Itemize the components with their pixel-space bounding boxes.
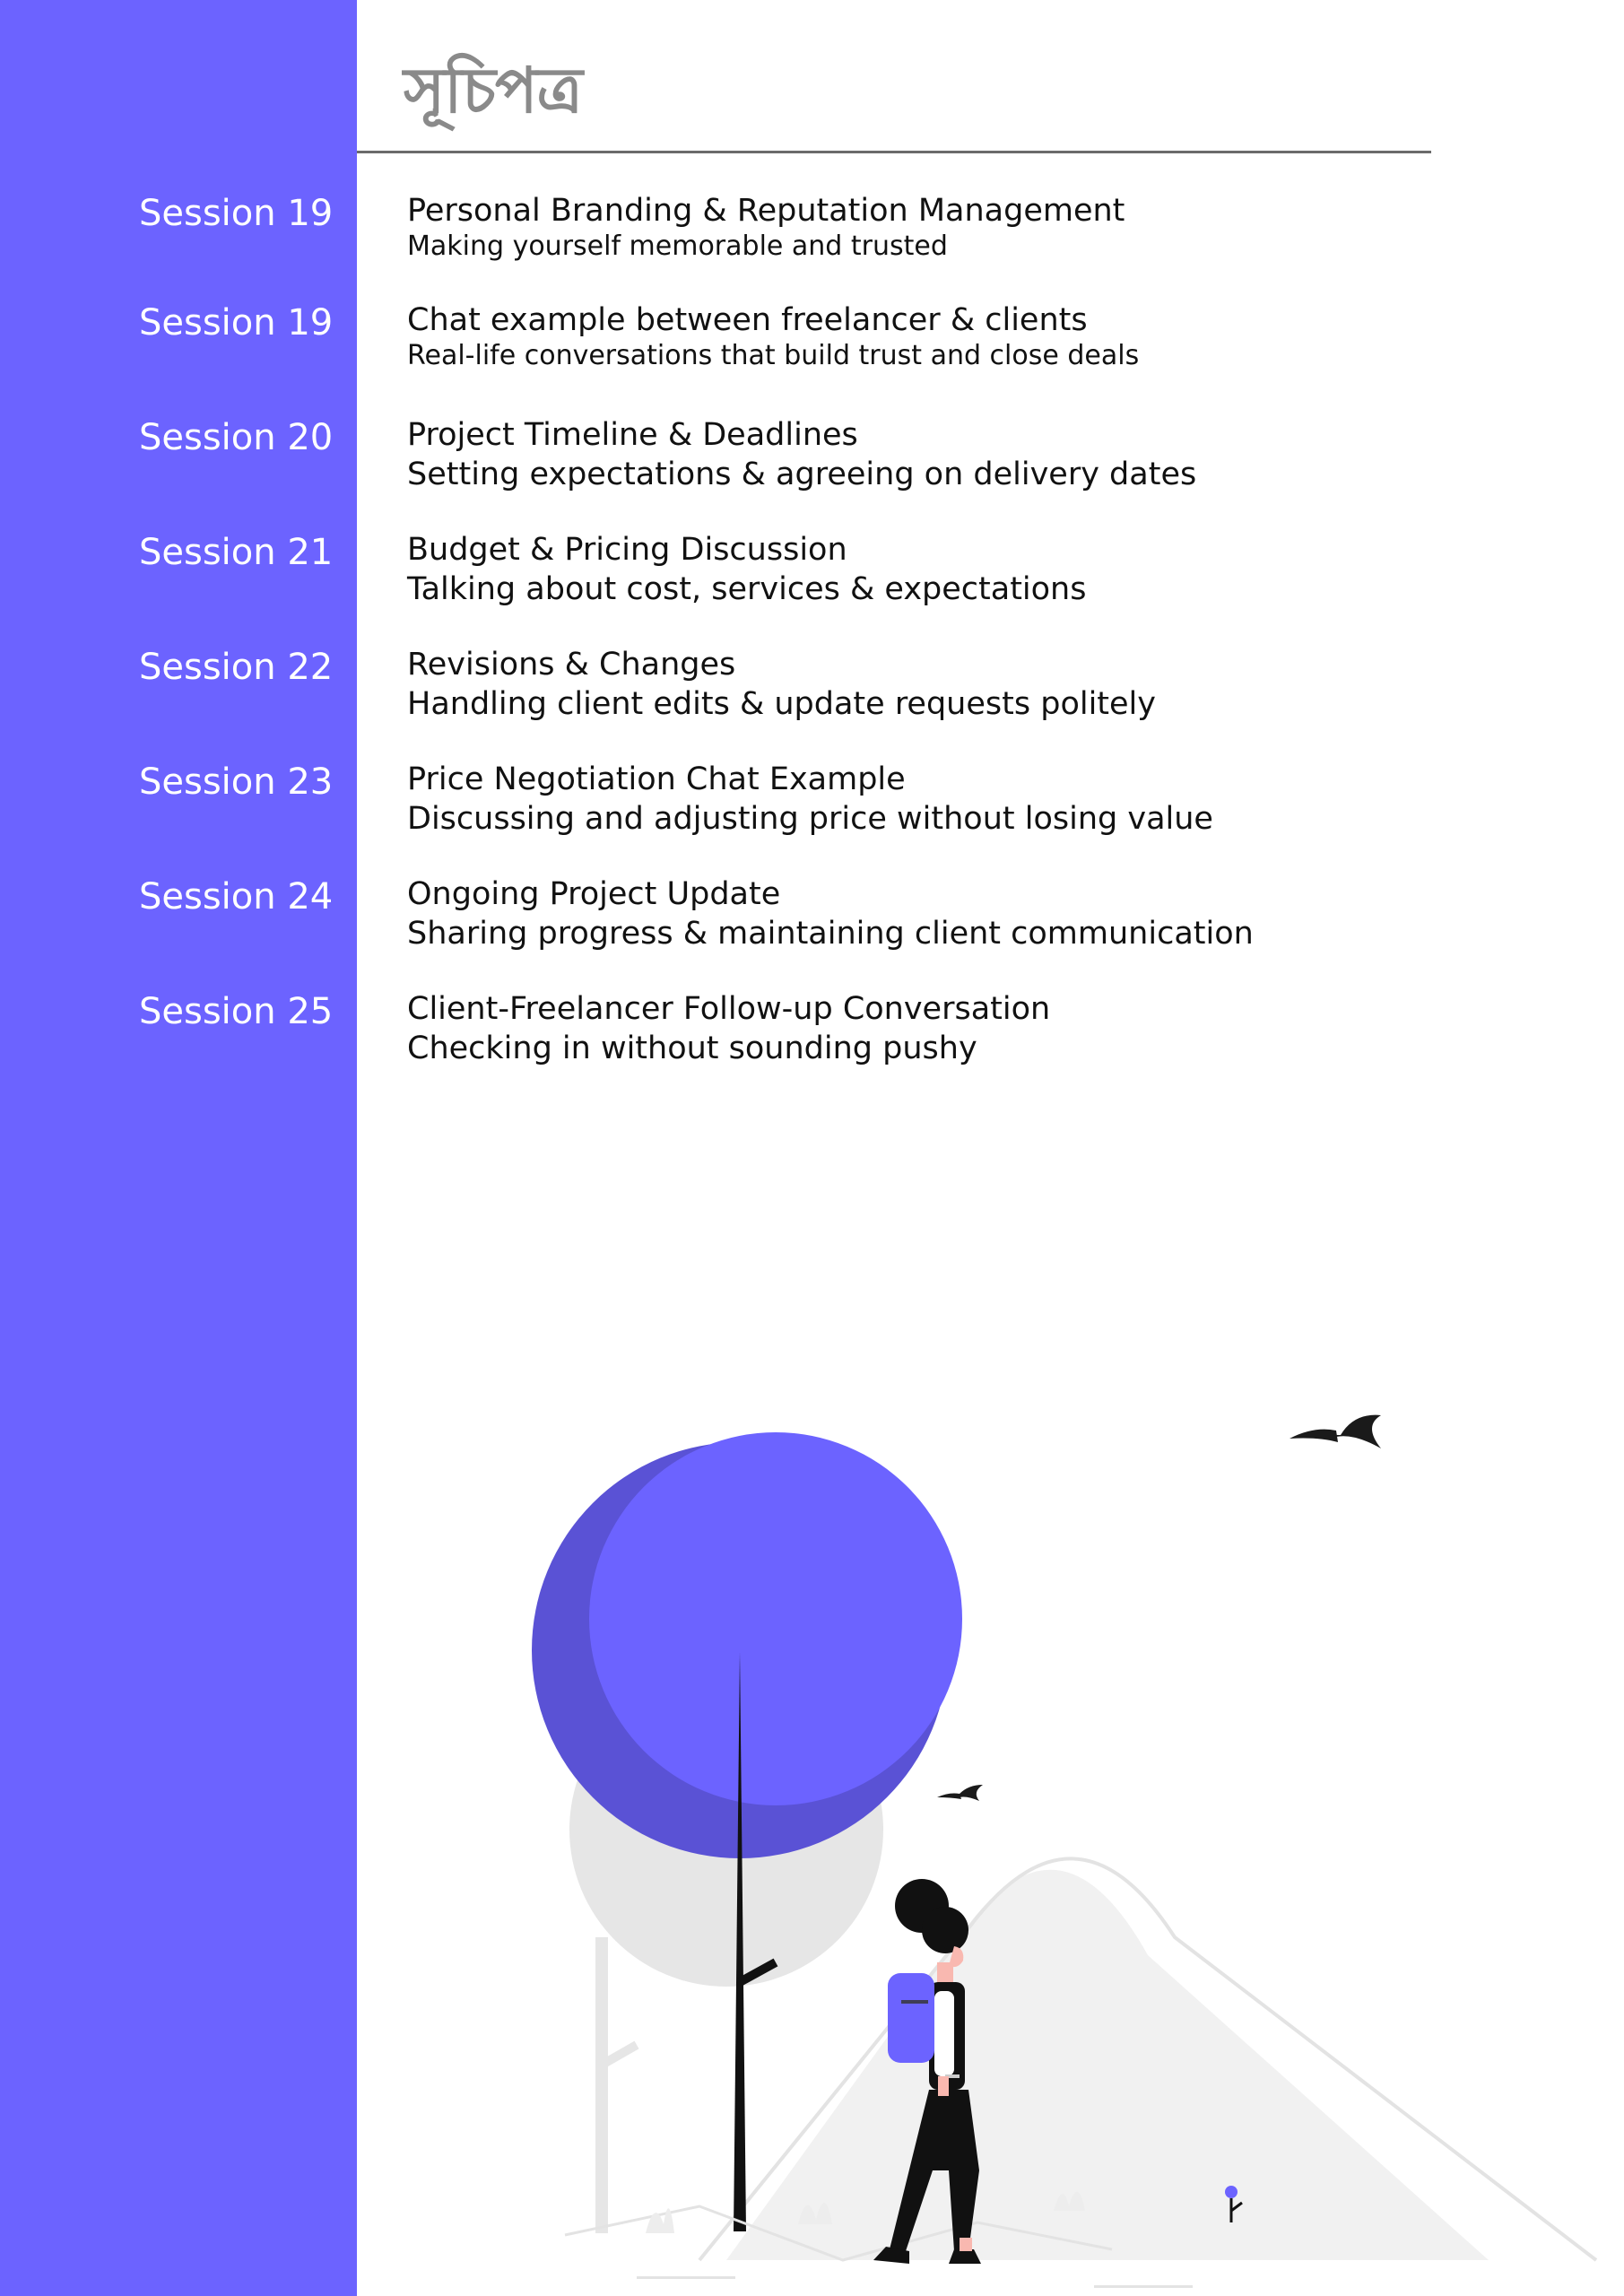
session-label: Session 19: [139, 193, 334, 234]
toc-entry[interactable]: [0, 761, 1624, 863]
session-label: Session 19: [139, 302, 334, 344]
toc-entry[interactable]: [0, 193, 1624, 294]
session-label: Session 24: [139, 876, 334, 918]
backpack-icon: [888, 1973, 934, 2063]
session-label: Session 22: [139, 647, 334, 688]
bird-icon: [1290, 1430, 1338, 1442]
toc-entry[interactable]: [0, 532, 1624, 633]
entry-subtitle: Discussing and adjusting price without losing value: [407, 801, 1213, 837]
bird-icon: [960, 1785, 983, 1801]
toc-entry[interactable]: [0, 876, 1624, 978]
gray-tree-trunk: [595, 1937, 608, 2233]
flower-icon: [1225, 2186, 1238, 2198]
entry-title: Personal Branding & Reputation Management: [407, 193, 1125, 229]
entry-title: Client-Freelancer Follow-up Conversation: [407, 991, 1051, 1027]
entry-title: Chat example between freelancer & clients: [407, 302, 1088, 338]
entry-subtitle: Real-life conversations that build trust and close deals: [407, 340, 1140, 371]
entry-subtitle: Sharing progress & maintaining client communication: [407, 916, 1254, 952]
entry-title: Budget & Pricing Discussion: [407, 532, 847, 568]
toc-entry[interactable]: [0, 302, 1624, 404]
entry-subtitle: Talking about cost, services & expectations: [407, 571, 1087, 607]
entry-title: Revisions & Changes: [407, 647, 736, 683]
session-label: Session 20: [139, 417, 334, 458]
session-label: Session 23: [139, 761, 334, 803]
toc-entry[interactable]: [0, 991, 1624, 1092]
entry-subtitle: Setting expectations & agreeing on delivery dates: [407, 457, 1197, 492]
entry-subtitle: Handling client edits & update requests politely: [407, 686, 1156, 722]
hiker-illustration: [430, 1363, 1624, 2296]
session-label: Session 21: [139, 532, 334, 573]
entry-title: Project Timeline & Deadlines: [407, 417, 858, 453]
entry-title: Ongoing Project Update: [407, 876, 781, 912]
entry-title: Price Negotiation Chat Example: [407, 761, 906, 797]
toc-entry[interactable]: [0, 649, 1624, 748]
page-title: সূচিপত্র: [404, 54, 582, 127]
entry-subtitle: Checking in without sounding pushy: [407, 1031, 977, 1066]
session-label: Session 25: [139, 991, 334, 1032]
entry-subtitle: Making yourself memorable and trusted: [407, 230, 948, 262]
purple-tree-highlight: [589, 1432, 962, 1805]
title-divider: [357, 151, 1431, 153]
toc-entry[interactable]: [0, 417, 1624, 518]
bird-icon: [1334, 1415, 1381, 1448]
